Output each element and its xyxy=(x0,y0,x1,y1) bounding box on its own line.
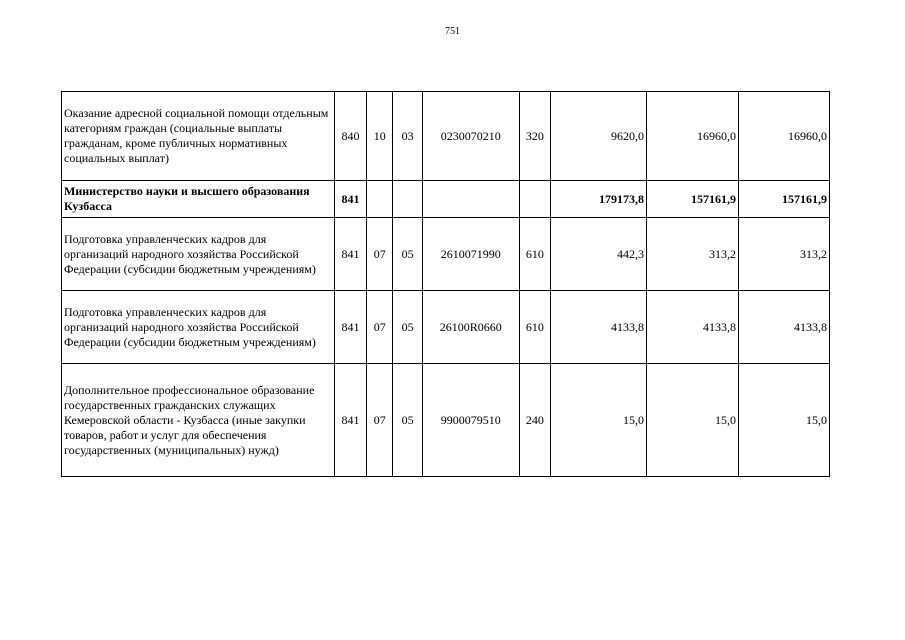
target-article-code: 9900079510 xyxy=(422,364,519,477)
department-code: 841 xyxy=(334,218,366,291)
expense-name: Подготовка управленческих кадров для организаций народного хозяйства Российской Федерации (субсидии бюджетным учреждениям) xyxy=(62,218,335,291)
target-article-code: 2610071990 xyxy=(422,218,519,291)
amount-year-3: 4133,8 xyxy=(738,291,829,364)
amount-year-1: 179173,8 xyxy=(551,181,647,218)
expense-type-code: 240 xyxy=(519,364,550,477)
subsection-code: 03 xyxy=(393,92,422,181)
amount-year-1: 442,3 xyxy=(551,218,647,291)
page-number: 751 xyxy=(445,26,460,37)
expense-type-code xyxy=(519,181,550,218)
expense-type-code: 610 xyxy=(519,218,550,291)
table-row xyxy=(62,181,830,218)
table-row xyxy=(62,92,830,181)
expense-name: Оказание адресной социальной помощи отдельным категориям граждан (социальные выплаты гражданам, кроме публичных нормативных социальных выплат) xyxy=(62,92,335,181)
amount-year-3: 15,0 xyxy=(738,364,829,477)
table-row xyxy=(62,291,830,364)
amount-year-2: 313,2 xyxy=(647,218,739,291)
amount-year-3: 313,2 xyxy=(738,218,829,291)
budget-table xyxy=(61,91,830,477)
target-article-code: 0230070210 xyxy=(422,92,519,181)
department-code: 841 xyxy=(334,181,366,218)
amount-year-2: 16960,0 xyxy=(647,92,739,181)
section-code: 10 xyxy=(367,92,393,181)
department-code: 840 xyxy=(334,92,366,181)
amount-year-3: 16960,0 xyxy=(738,92,829,181)
expense-type-code: 320 xyxy=(519,92,550,181)
expense-name: Подготовка управленческих кадров для организаций народного хозяйства Российской Федерации (субсидии бюджетным учреждениям) xyxy=(62,291,335,364)
amount-year-2: 15,0 xyxy=(647,364,739,477)
expense-type-code: 610 xyxy=(519,291,550,364)
section-code: 07 xyxy=(367,291,393,364)
amount-year-3: 157161,9 xyxy=(738,181,829,218)
expense-name: Дополнительное профессиональное образование государственных гражданских служащих Кемеровской области - Кузбасса (иные закупки товаров, работ и услуг для обеспечения государственных (муниципальных) нужд) xyxy=(62,364,335,477)
section-code: 07 xyxy=(367,364,393,477)
amount-year-1: 9620,0 xyxy=(551,92,647,181)
department-code: 841 xyxy=(334,364,366,477)
amount-year-2: 4133,8 xyxy=(647,291,739,364)
section-code xyxy=(367,181,393,218)
expense-name: Министерство науки и высшего образования Кузбасса xyxy=(62,181,335,218)
subsection-code: 05 xyxy=(393,364,422,477)
target-article-code: 26100R0660 xyxy=(422,291,519,364)
subsection-code: 05 xyxy=(393,291,422,364)
subsection-code xyxy=(393,181,422,218)
section-code: 07 xyxy=(367,218,393,291)
target-article-code xyxy=(422,181,519,218)
table-row xyxy=(62,364,830,477)
department-code: 841 xyxy=(334,291,366,364)
amount-year-1: 4133,8 xyxy=(551,291,647,364)
amount-year-2: 157161,9 xyxy=(647,181,739,218)
table-row xyxy=(62,218,830,291)
subsection-code: 05 xyxy=(393,218,422,291)
amount-year-1: 15,0 xyxy=(551,364,647,477)
